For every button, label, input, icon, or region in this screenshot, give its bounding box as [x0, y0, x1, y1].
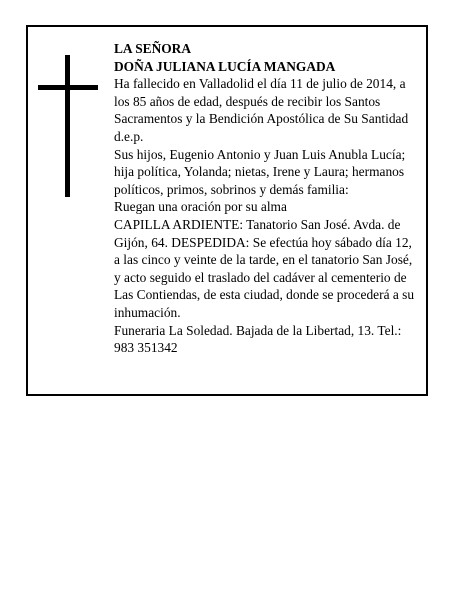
- family-list: Sus hijos, Eugenio Antonio y Juan Luis Anubla Lucía; hija política, Yolanda; nietas, Irene y Laura; hermanos políticos, primos, sobrinos y demás familia:: [114, 146, 406, 197]
- obituary-text: [114, 40, 420, 357]
- deceased-name: DOÑA JULIANA LUCÍA MANGADA: [114, 58, 336, 74]
- cross-vertical-bar: [65, 55, 70, 197]
- prayer-request: Ruegan una oración por su alma: [114, 199, 287, 215]
- chapel-and-funeral-details: CAPILLA ARDIENTE: Tanatorio San José. Avda. de Gijón, 64. DESPEDIDA: Se efectúa hoy sábado día 12, a las cinco y veinte de la tarde, en el tanatorio San José, y acto seguido el traslado del cadáver al cementerio de Las Contiendas, de esta ciudad, donde se procederá a su inhumación.: [114, 216, 415, 320]
- cross-horizontal-bar: [38, 85, 98, 90]
- funeral-home-info: Funeraria La Soledad. Bajada de la Libertad, 13. Tel.: 983 351342: [114, 322, 402, 356]
- death-info: Ha fallecido en Valladolid el día 11 de julio de 2014, a los 85 años de edad, después de recibir los Santos Sacramentos y la Bendición Apostólica de Su Santidad d.e.p.: [114, 76, 409, 144]
- heading-title: LA SEÑORA: [114, 41, 192, 56]
- cross-icon: [38, 55, 98, 197]
